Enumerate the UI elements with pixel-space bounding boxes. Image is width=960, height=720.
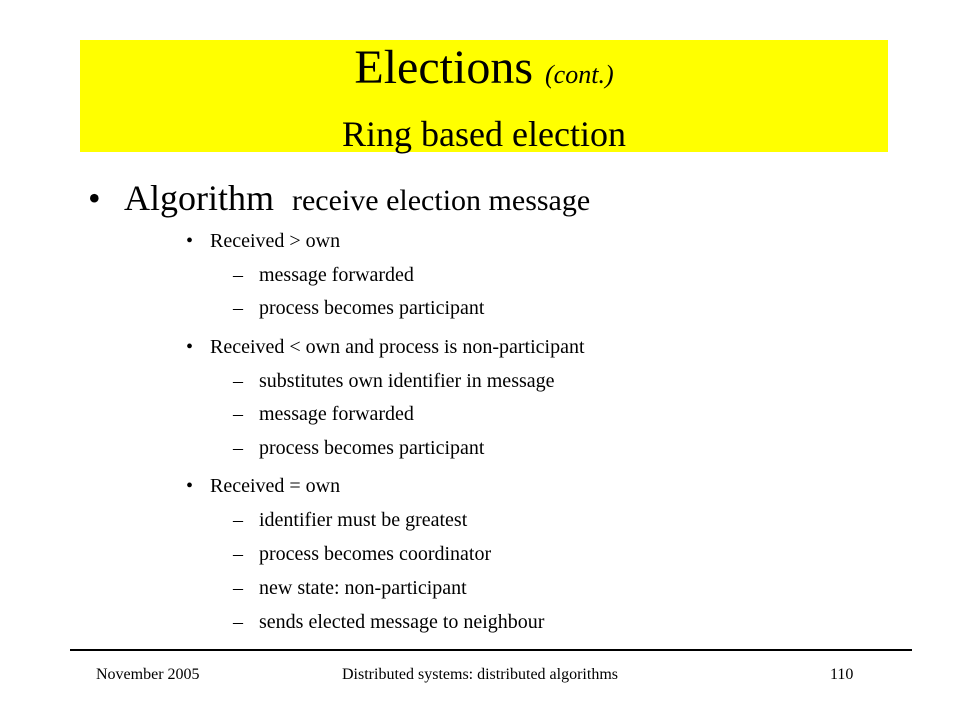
- bullet-label: Received > own: [210, 230, 341, 252]
- dash-icon: –: [233, 509, 243, 531]
- sub-item: [233, 542, 491, 566]
- footer-date: November 2005: [96, 666, 200, 683]
- dash-icon: –: [233, 370, 243, 392]
- sub-item: [233, 436, 484, 460]
- sub-item-text: process becomes participant: [259, 297, 485, 319]
- title-main: Elections: [354, 41, 534, 94]
- bullet-item: [186, 229, 340, 253]
- bullet-icon: •: [186, 475, 194, 497]
- sub-item-text: message forwarded: [259, 403, 414, 425]
- sub-item: [233, 263, 414, 287]
- slide-title: [80, 40, 888, 103]
- footer-title: Distributed systems: distributed algorithms: [342, 666, 618, 683]
- dash-icon: –: [233, 577, 243, 599]
- sub-item-text: new state: non-participant: [259, 577, 467, 599]
- bullet-item: [186, 474, 340, 498]
- bullet-icon: •: [186, 336, 194, 358]
- main-bullet-label: Algorithm: [124, 178, 274, 218]
- bullet-label: Received = own: [210, 475, 341, 497]
- sub-item-text: process becomes participant: [259, 437, 485, 459]
- bullet-item: [186, 335, 585, 359]
- sub-item-text: message forwarded: [259, 264, 414, 286]
- slide-subtitle: Ring based election: [342, 114, 626, 154]
- dash-icon: –: [233, 611, 243, 633]
- bullet-label: Received < own and process is non-participant: [210, 336, 585, 358]
- dash-icon: –: [233, 297, 243, 319]
- sub-item-text: substitutes own identifier in message: [259, 370, 555, 392]
- sub-item: [233, 402, 414, 426]
- sub-item-text: identifier must be greatest: [259, 509, 468, 531]
- sub-item: [233, 508, 467, 532]
- footer-divider: [70, 649, 912, 651]
- dash-icon: –: [233, 264, 243, 286]
- main-bullet-text: receive election message: [292, 184, 591, 217]
- sub-item: [233, 576, 467, 600]
- main-bullet: [88, 176, 590, 223]
- title-cont: (cont.): [545, 60, 614, 89]
- bullet-icon: •: [88, 178, 101, 218]
- bullet-icon: •: [186, 230, 194, 252]
- sub-item: [233, 610, 544, 634]
- sub-item-text: process becomes coordinator: [259, 543, 492, 565]
- dash-icon: –: [233, 437, 243, 459]
- title-banner: [80, 40, 888, 152]
- sub-item-text: sends elected message to neighbour: [259, 611, 545, 633]
- dash-icon: –: [233, 403, 243, 425]
- dash-icon: –: [233, 543, 243, 565]
- sub-item: [233, 296, 484, 320]
- page-number: 110: [830, 666, 854, 683]
- sub-item: [233, 369, 555, 393]
